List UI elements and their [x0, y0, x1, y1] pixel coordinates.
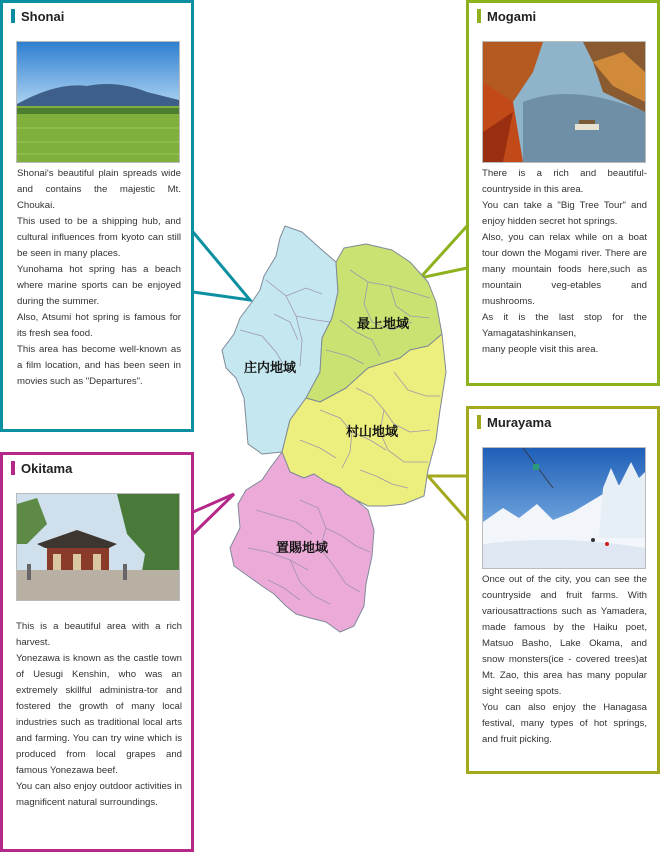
paragraph: You can take a "Big Tree Tour" and enjoy hidden secret hot springs. — [482, 200, 647, 227]
paragraph: Once out of the city, you can see the countryside and fruit farms. With variousattractions such as Yamadera, made famous by the Haiku poet, Matsuo Basho, Lake Okama, and snow monsters(ice - covered trees)at Mt. Zao, this area has many popular sight seeing spots. — [482, 574, 647, 697]
okitama-panel — [0, 452, 194, 852]
paragraph: This is a beautiful area with a rich harvest. — [16, 621, 182, 648]
shonai-title: Shonai — [21, 8, 65, 24]
header-marker — [11, 461, 15, 475]
yamagata-region-map — [200, 222, 450, 642]
header-marker — [477, 415, 481, 429]
paragraph: Also, Atsumi hot spring is famous for its fresh sea food. — [17, 312, 181, 339]
murayama-title: Murayama — [487, 414, 552, 430]
label-murayama: 村山地域 — [346, 425, 399, 440]
okitama-title: Okitama — [21, 460, 73, 476]
paragraph: Also, you can relax while on a boat tour down the Mogami river. There are many mountain foods here,such as mountain veg-etables and mushrooms. — [482, 232, 647, 307]
paragraph: Yonezawa is known as the castle town of Uesugi Kenshin, who was an extremely skillful administra-tor and fostered the growth of many local industries such as traditional local arts and farming. You can try wine which is produced from local grapes and famous Yonezawa beef. — [16, 653, 182, 776]
paragraph: As it is the last stop for the Yamagatashinkansen, — [482, 312, 647, 339]
paragraph: You can also enjoy the Hanagasa festival, many types of hot springs, and fruit picking. — [482, 702, 647, 745]
header-marker — [477, 9, 481, 23]
paragraph: This area has become well-known as a film location, and has been seen in movies such as "Departures". — [17, 344, 181, 387]
paragraph: Shonai's beautiful plain spreads wide and contains the majestic Mt. Choukai. — [17, 168, 181, 211]
label-mogami: 最上地域 — [357, 317, 410, 332]
shonai-description — [17, 166, 181, 390]
murayama-panel — [466, 406, 660, 774]
shonai-header — [3, 3, 191, 29]
mogami-panel — [466, 0, 660, 386]
okitama-photo — [16, 493, 180, 601]
mogami-description — [482, 166, 647, 358]
label-okitama: 置賜地域 — [276, 541, 329, 556]
paragraph: many people visit this area. — [482, 344, 599, 355]
shonai-panel — [0, 0, 194, 432]
header-marker — [11, 9, 15, 23]
paragraph: This used to be a shipping hub, and cultural influences from kyoto can still be seen in many places. — [17, 216, 181, 259]
murayama-description — [482, 572, 647, 748]
mogami-title: Mogami — [487, 8, 537, 24]
paragraph: There is a rich and beautiful-countryside in this area. — [482, 168, 647, 195]
paragraph: You can also enjoy outdoor activities in magnificent natural surroundings. — [16, 781, 182, 808]
okitama-header — [3, 455, 191, 481]
mogami-photo — [482, 41, 646, 163]
okitama-description — [16, 619, 182, 811]
murayama-header — [469, 409, 657, 435]
label-shonai: 庄内地域 — [244, 361, 297, 376]
paragraph: Yunohama hot spring has a beach where marine sports can be enjoyed during the summer. — [17, 264, 181, 307]
murayama-photo — [482, 447, 646, 569]
shonai-photo — [16, 41, 180, 163]
mogami-header — [469, 3, 657, 29]
